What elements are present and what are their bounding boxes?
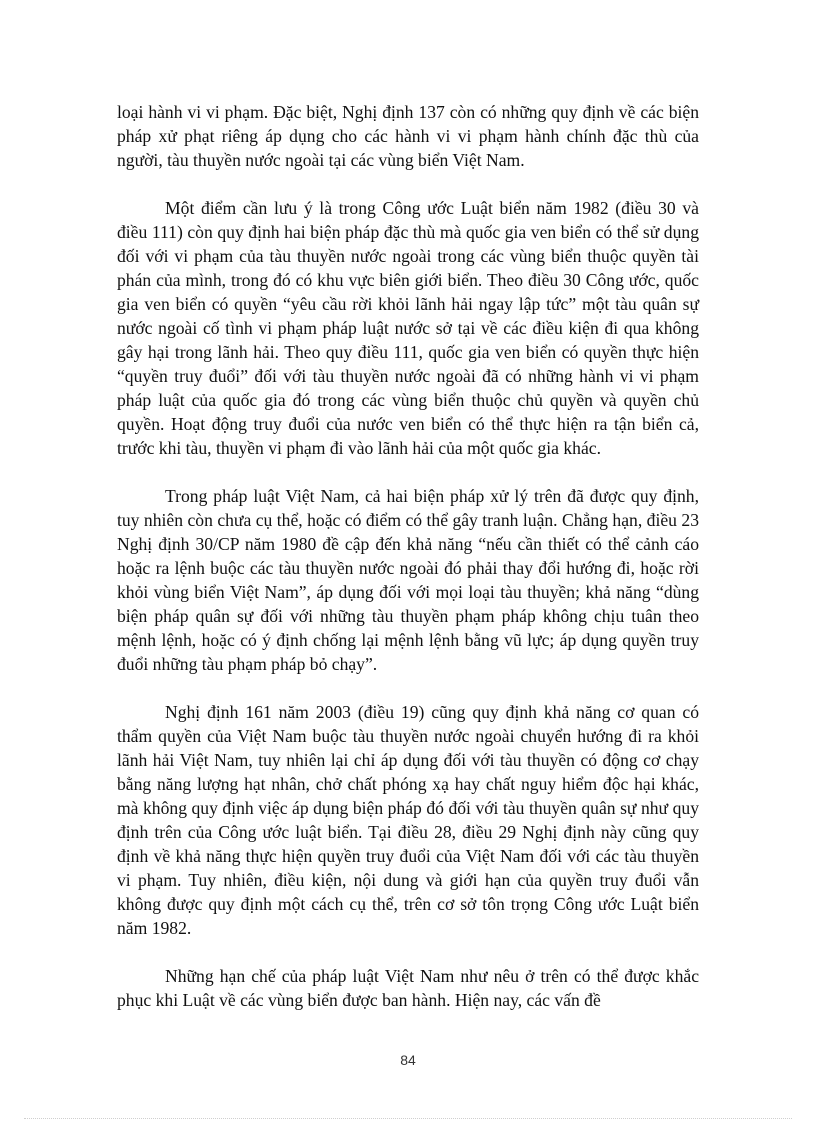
paragraph-4: Nghị định 161 năm 2003 (điều 19) cũng quy định khả năng cơ quan có thẩm quyền của Việt Nam buộc tàu thuyền nước ngoài chuyển hướng đi ra khỏi lãnh hải Việt Nam, tuy nhiên lại chỉ áp dụng đối với tàu thuyền có động cơ chạy bằng năng lượng hạt nhân, chở chất phóng xạ hay chất nguy hiểm độc hại khác, mà không quy định việc áp dụng biện pháp đó đối với tàu thuyền quân sự như quy định trên của Công ước luật biển. Tại điều 28, điều 29 Nghị định này cũng quy định về khả năng thực hiện quyền truy đuổi của Việt Nam đối với các tàu thuyền vi phạm. Tuy nhiên, điều kiện, nội dung và giới hạn của quyền truy đuổi vẫn không được quy định một cách cụ thể, trên cơ sở tôn trọng Công ước Luật biển năm 1982. (117, 702, 699, 938)
paragraph-3: Trong pháp luật Việt Nam, cả hai biện pháp xử lý trên đã được quy định, tuy nhiên còn chưa cụ thể, hoặc có điểm có thể gây tranh luận. Chẳng hạn, điều 23 Nghị định 30/CP năm 1980 đề cập đến khả năng “nếu cần thiết có thể cảnh cáo hoặc ra lệnh buộc các tàu thuyền nước ngoài đó phải thay đổi hướng đi, hoặc rời khỏi vùng biển Việt Nam”, áp dụng đối với mọi loại tàu thuyền; khả năng “dùng biện pháp quân sự đối với những tàu thuyền phạm pháp không chịu tuân theo mệnh lệnh, hoặc có ý định chống lại mệnh lệnh bằng vũ lực; áp dụng quyền truy đuổi những tàu phạm pháp bỏ chạy”. (117, 486, 699, 674)
paragraph-1: loại hành vi vi phạm. Đặc biệt, Nghị định 137 còn có những quy định về các biện pháp xử phạt riêng áp dụng cho các hành vi vi phạm hành chính đặc thù của người, tàu thuyền nước ngoài tại các vùng biển Việt Nam. (117, 102, 699, 170)
paragraph-2: Một điểm cần lưu ý là trong Công ước Luật biển năm 1982 (điều 30 và điều 111) còn quy định hai biện pháp đặc thù mà quốc gia ven biển có thể sử dụng đối với vi phạm của tàu thuyền nước ngoài trong các vùng biển thuộc quyền tài phán của mình, trong đó có khu vực biên giới biển. Theo điều 30 Công ước, quốc gia ven biển có quyền “yêu cầu rời khỏi lãnh hải ngay lập tức” một tàu quân sự nước ngoài cố tình vi phạm pháp luật nước sở tại về các điều kiện đi qua không gây hại trong lãnh hải. Theo quy điều 111, quốc gia ven biển có quyền thực hiện “quyền truy đuổi” đối với tàu thuyền nước ngoài đã có những hành vi vi phạm pháp luật của quốc gia đó trong các vùng biển thuộc chủ quyền và quyền chủ quyền. Hoạt động truy đuổi của nước ven biển có thể thực hiện ra tận biển cả, trước khi tàu, thuyền vi phạm đi vào lãnh hải của một quốc gia khác. (117, 198, 699, 458)
page-number: 84 (400, 1052, 416, 1068)
body-text (117, 100, 699, 1036)
footer-divider (24, 1118, 792, 1119)
paragraph-5: Những hạn chế của pháp luật Việt Nam như nêu ở trên có thể được khắc phục khi Luật về các vùng biển được ban hành. Hiện nay, các vấn đề (117, 966, 699, 1010)
